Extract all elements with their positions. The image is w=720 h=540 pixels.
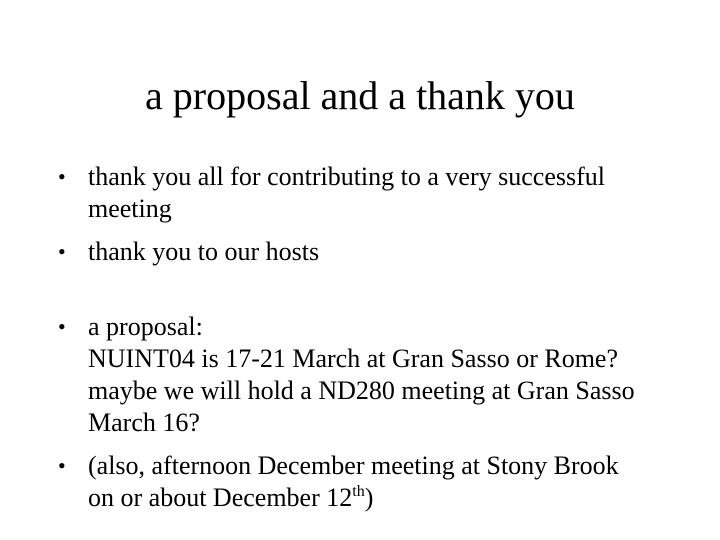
bullet-item-december-meeting [58,450,708,514]
bullet-item-thanks-hosts [58,236,708,268]
bullet-line: thank you to our hosts [88,237,320,266]
ordinal-suffix: th [352,483,365,500]
bullet-line: NUINT04 is 17-21 March at Gran Sasso or Rome? [88,344,619,373]
bullet-line: a proposal: [88,312,203,341]
bullet-line: March 16? [88,408,200,437]
bullet-line: maybe we will hold a ND280 meeting at Gran Sasso [88,376,635,405]
bullet-dot: • [58,453,66,478]
slide-title: a proposal and a thank you [145,73,575,118]
bullet-line: meeting [88,194,172,223]
bullet-list [58,161,708,525]
closing-paren: ) [364,483,374,512]
bullet-dot: • [58,314,66,339]
bullet-item-proposal [58,311,708,439]
bullet-item-thanks-all [58,161,708,225]
bullet-line: thank you all for contributing to a very successful [88,162,605,191]
bullet-line-date [88,482,708,514]
bullet-dot: • [58,239,66,264]
bullet-line: (also, afternoon December meeting at Stony Brook [88,451,619,480]
date-text: on or about December 12 [88,483,353,512]
bullet-dot: • [58,164,66,189]
